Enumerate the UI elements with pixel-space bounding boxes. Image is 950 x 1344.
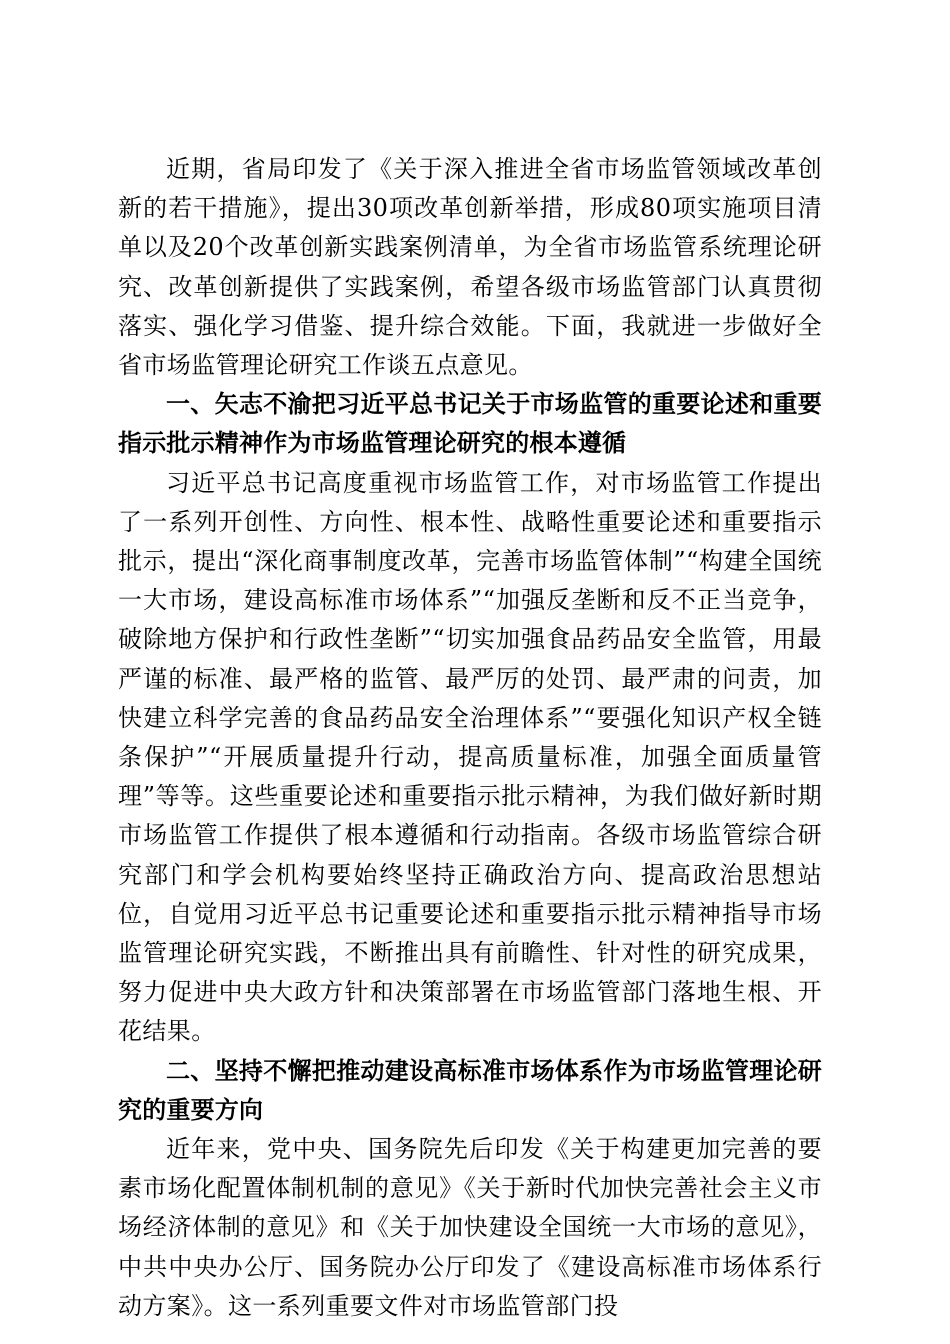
document-page — [118, 150, 822, 1326]
body-paragraph: 近年来，党中央、国务院先后印发《关于构建更加完善的要素市场化配置体制机制的意见》《关于新时代加快完善社会主义市场经济体制的意见》和《关于加快建设全国统一大市场的意见》，中共中央办公厅、国务院办公厅印发了《建设高标准市场体系行动方案》。这一系列重要文件对市场监管部门投 — [118, 1135, 822, 1320]
body-paragraph: 近期，省局印发了《关于深入推进全省市场监管领域改革创新的若干措施》，提出30项改革创新举措，形成80项实施项目清单以及20个改革创新实践案例清单，为全省市场监管系统理论研究、改革创新提供了实践案例，希望各级市场监管部门认真贯彻落实、强化学习借鉴、提升综合效能。下面，我就进一步做好全省市场监管理论研究工作谈五点意见。 — [118, 155, 822, 380]
section-heading-1: 一、矢志不渝把习近平总书记关于市场监管的重要论述和重要指示批示精神作为市场监管理论研究的根本遵循 — [118, 390, 822, 458]
body-paragraph: 习近平总书记高度重视市场监管工作，对市场监管工作提出了一系列开创性、方向性、根本性、战略性重要论述和重要指示批示，提出“深化商事制度改革，完善市场监管体制”“构建全国统一大市场，建设高标准市场体系”“加强反垄断和反不正当竞争，破除地方保护和行政性垄断”“切实加强食品药品安全监管，用最严谨的标准、最严格的监管、最严厉的处罚、最严肃的问责，加快建立科学完善的食品药品安全治理体系”“要强化知识产权全链条保护”“开展质量提升行动，提高质量标准，加强全面质量管理”等等。这些重要论述和重要指示批示精神，为我们做好新时期市场监管工作提供了根本遵循和行动指南。各级市场监管综合研究部门和学会机构要始终坚持正确政治方向、提高政治思想站位，自觉用习近平总书记重要论述和重要指示批示精神指导市场监管理论研究实践，不断推出具有前瞻性、针对性的研究成果，努力促进中央大政方针和决策部署在市场监管部门落地生根、开花结果。 — [118, 468, 822, 1046]
section-heading-2: 二、坚持不懈把推动建设高标准市场体系作为市场监管理论研究的重要方向 — [118, 1056, 822, 1124]
